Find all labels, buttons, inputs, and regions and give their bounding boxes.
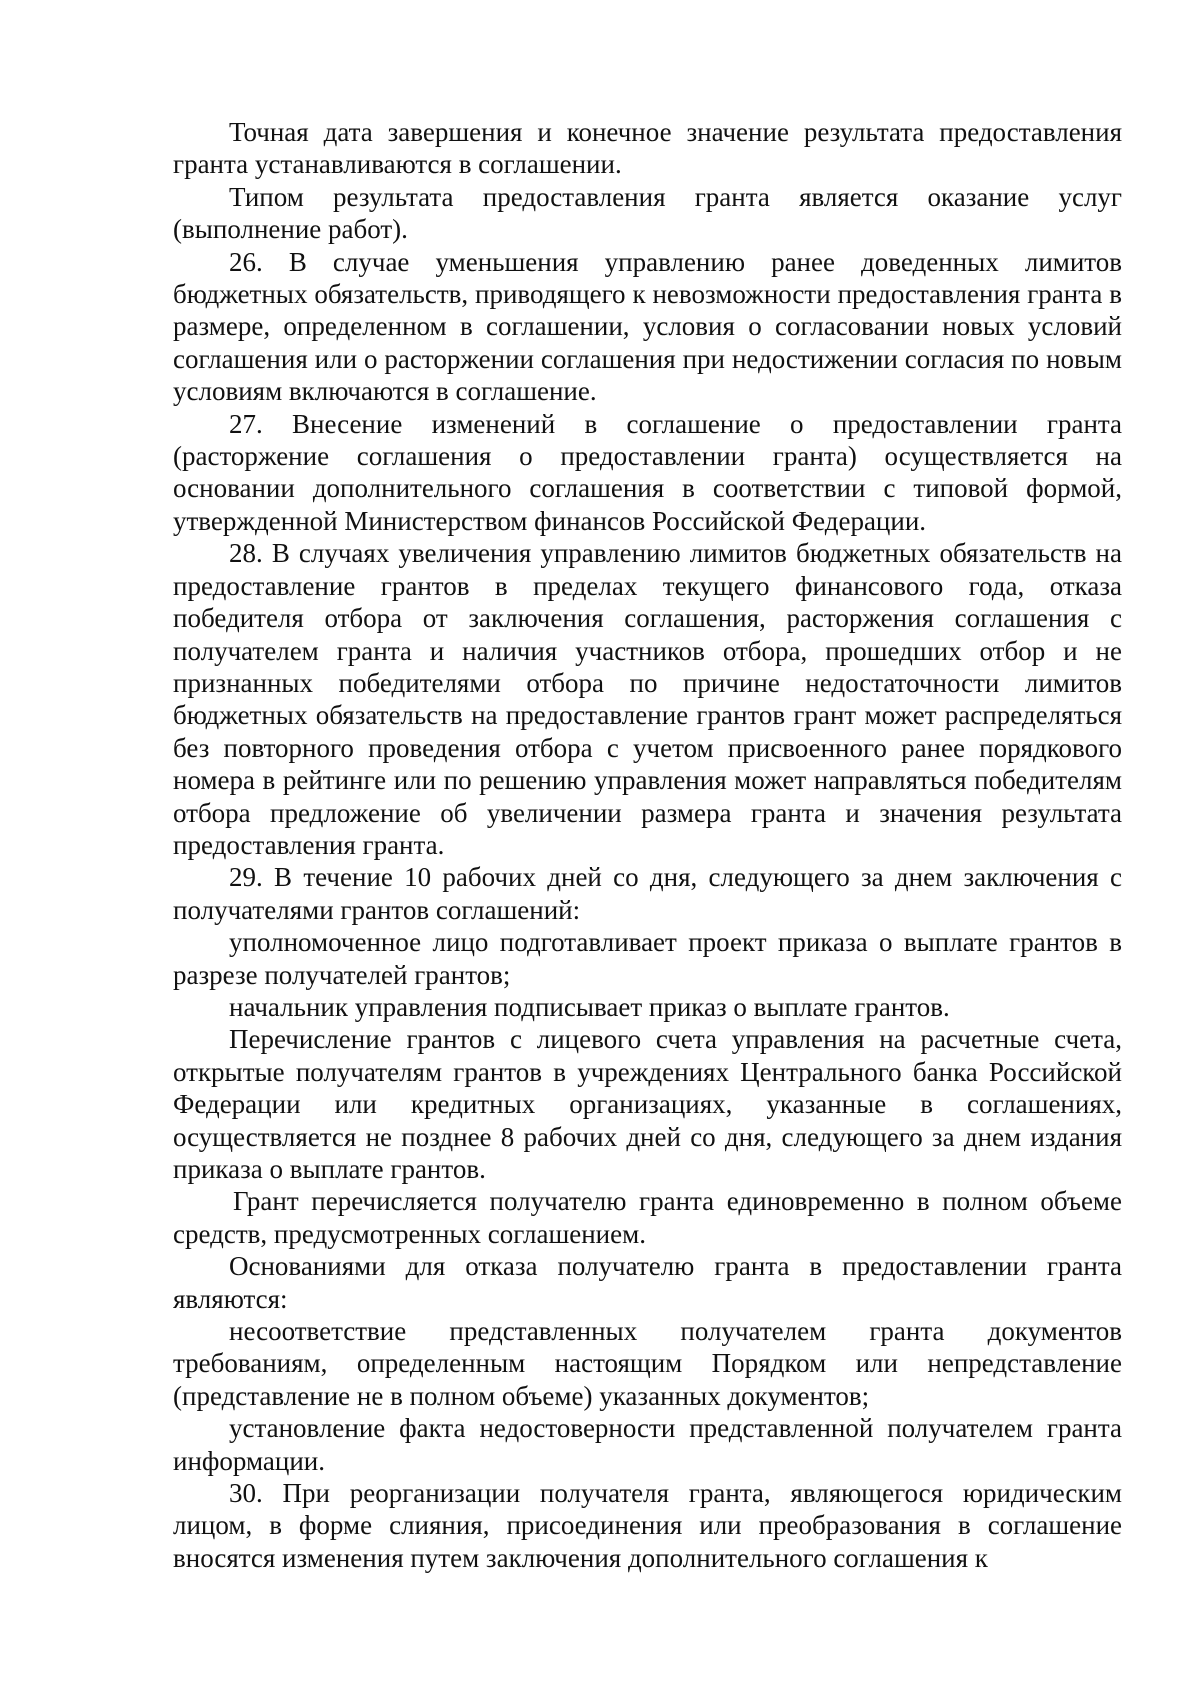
paragraph-result-date: Точная дата завершения и конечное значение результата предоставления гранта устанавливаются в соглашении.	[173, 117, 1122, 180]
paragraph-29: 29. В течение 10 рабочих дней со дня, следующего за днем заключения с получателями грантов соглашений:	[173, 862, 1122, 925]
paragraph-26: 26. В случае уменьшения управлению ранее доведенных лимитов бюджетных обязательств, приводящего к невозможности предоставления гранта в размере, определенном в соглашении, условия о согласовании новых условий соглашения или о расторжении соглашения при недостижении согласия по новым условиям включаются в соглашение.	[173, 246, 1122, 407]
paragraph-transfer: Перечисление грантов с лицевого счета управления на расчетные счета, открытые получателям грантов в учреждениях Центрального банка Российской Федерации или кредитных организациях, указанные в соглашениях, осуществляется не позднее 8 рабочих дней со дня, следующего за днем издания приказа о выплате грантов.	[173, 1024, 1122, 1184]
paragraph-29-item-order-sign: начальник управления подписывает приказ о выплате грантов.	[229, 991, 950, 1022]
paragraph-27: 27. Внесение изменений в соглашение о предоставлении гранта (расторжение соглашения о предоставлении гранта) осуществляется на основании дополнительного соглашения в соответствии с типовой формой, утвержденной Министерством финансов Российской Федерации.	[173, 408, 1122, 536]
paragraph-30: 30. При реорганизации получателя гранта, являющегося юридическим лицом, в форме слияния, присоединения или преобразования в соглашение вносятся изменения путем заключения дополнительного соглашения к	[173, 1478, 1122, 1573]
paragraph-refusal-documents: несоответствие представленных получателем гранта документов требованиям, определенным настоящим Порядком или непредставление (представление не в полном объеме) указанных документов;	[173, 1316, 1122, 1411]
paragraph-28: 28. В случаях увеличения управлению лимитов бюджетных обязательств на предоставление грантов в пределах текущего финансового года, отказа победителя отбора от заключения соглашения, расторжения соглашения с получателем гранта и наличия участников отбора, прошедших отбор и не признанных победителями отбора по причине недостаточности лимитов бюджетных обязательств на предоставление грантов грант может распределяться без повторного проведения отбора с учетом присвоенного ранее порядкового номера в рейтинге или по решению управления может направляться победителям отбора предложение об увеличении размера гранта и значения результата предоставления гранта.	[173, 538, 1122, 860]
paragraph-lump-sum: Грант перечисляется получателю гранта единовременно в полном объеме средств, предусмотренных соглашением.	[173, 1186, 1122, 1249]
paragraph-refusal-false-info: установление факта недостоверности представленной получателем гранта информации.	[173, 1413, 1122, 1476]
paragraph-refusal-grounds: Основаниями для отказа получателю гранта в предоставлении гранта являются:	[173, 1251, 1122, 1314]
document-body	[173, 116, 1122, 1574]
paragraph-29-item-order-draft: уполномоченное лицо подготавливает проект приказа о выплате грантов в разрезе получателей грантов;	[173, 927, 1122, 990]
paragraph-result-type: Типом результата предоставления гранта является оказание услуг (выполнение работ).	[173, 181, 1122, 245]
